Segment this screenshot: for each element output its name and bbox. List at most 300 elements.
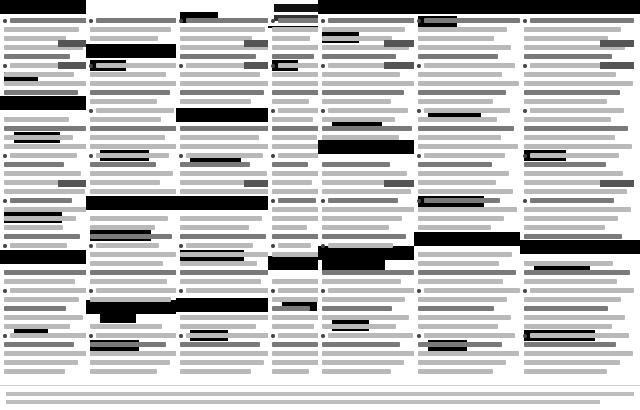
listing-text-line [524, 216, 618, 221]
listing-text-line [524, 117, 611, 122]
listing-text-line [90, 324, 162, 329]
bullet-icon [3, 19, 7, 23]
section-header-bar [0, 96, 98, 110]
listing-text-line [530, 333, 629, 338]
listing-text-line [418, 180, 496, 185]
listing-text-line [418, 54, 498, 59]
listing-text-line [4, 369, 65, 374]
listing-text-line [180, 54, 256, 59]
listing-text-line [524, 270, 630, 275]
listing-text-line [180, 324, 256, 329]
listing-text-line [180, 279, 261, 284]
listing-text-line [272, 180, 312, 185]
listing-text-line [96, 18, 184, 23]
listing-text-line [4, 270, 88, 275]
listing-text-line [524, 90, 620, 95]
listing-text-line [272, 36, 310, 41]
listing-text-line [322, 90, 404, 95]
bullet-icon [417, 154, 421, 158]
listing-text-line [180, 144, 276, 149]
listing-text-line [418, 45, 511, 50]
listing-text-line [4, 234, 80, 239]
listing-text-line [418, 144, 518, 149]
listing-text-line [180, 135, 259, 140]
listing-text-line [180, 99, 251, 104]
listing-text-line [4, 126, 86, 131]
listing-text-line [180, 342, 260, 347]
bullet-icon [523, 64, 527, 68]
bullet-icon [417, 289, 421, 293]
listing-text-line [272, 306, 310, 311]
listing-text-line [322, 135, 399, 140]
listing-text-line [322, 162, 390, 167]
listing-text-line [4, 225, 63, 230]
bullet-icon [417, 64, 421, 68]
listing-text-line [524, 27, 621, 32]
listing-text-line [180, 252, 270, 257]
listing-text-line [418, 117, 497, 122]
listing-text-line [524, 306, 608, 311]
listing-text-line [96, 243, 159, 248]
bullet-icon [3, 154, 7, 158]
bullet-icon [271, 199, 275, 203]
section-header-bar [0, 250, 98, 264]
bullet-icon [89, 289, 93, 293]
bullet-icon [417, 199, 421, 203]
listing-text-line [418, 189, 513, 194]
listing-text-line [180, 225, 249, 230]
listing-text-line [180, 162, 250, 167]
bullet-icon [321, 199, 325, 203]
listing-text-line [530, 108, 624, 113]
listing-text-line [322, 126, 412, 131]
listing-text-line [322, 72, 400, 77]
listing-text-line [418, 216, 504, 221]
listing-text-line [272, 117, 313, 122]
listing-text-line [524, 234, 622, 239]
listing-text-line [90, 225, 155, 230]
listing-text-line [278, 198, 316, 203]
listing-text-line [418, 225, 491, 230]
bullet-icon [417, 19, 421, 23]
listing-text-line [96, 108, 174, 113]
bullet-icon [89, 64, 93, 68]
listing-text-line [524, 369, 607, 374]
bullet-icon [179, 19, 183, 23]
listing-text-line [90, 180, 160, 185]
listing-text-line [4, 315, 83, 320]
bullet-icon [89, 154, 93, 158]
listing-text-line [4, 135, 73, 140]
bullet-icon [271, 289, 275, 293]
listing-text-line [4, 81, 91, 86]
listing-text-line [180, 216, 262, 221]
listing-text-line [418, 252, 512, 257]
listing-text-line [4, 171, 81, 176]
listing-text-line [4, 162, 64, 167]
listing-text-line [272, 135, 317, 140]
listing-text-line [418, 351, 519, 356]
listing-text-line [10, 153, 77, 158]
listing-text-line [90, 81, 183, 86]
price-text [600, 62, 634, 69]
bullet-icon [89, 334, 93, 338]
bullet-icon [321, 64, 325, 68]
listing-text-line [186, 18, 278, 23]
listing-text-line [272, 162, 308, 167]
listing-text-line [322, 279, 401, 284]
section-header-bar [414, 0, 526, 14]
listing-text-line [96, 63, 179, 68]
section-header-bar [86, 196, 190, 210]
listing-text-line [322, 360, 404, 365]
listing-text-line [272, 54, 314, 59]
bullet-icon [523, 109, 527, 113]
listing-text-line [322, 270, 414, 275]
listing-text-line [180, 369, 251, 374]
listing-text-line [322, 234, 406, 239]
listing-text-line [272, 324, 314, 329]
listing-text-line [322, 225, 389, 230]
listing-text-line [4, 297, 79, 302]
bullet-icon [417, 334, 421, 338]
listing-text-line [180, 234, 266, 239]
listing-text-line [530, 18, 634, 23]
bullet-icon [3, 244, 7, 248]
listing-text-line [424, 198, 500, 203]
listing-text-line [272, 279, 319, 284]
footer-text-line [6, 400, 600, 404]
listing-text-line [328, 18, 418, 23]
listing-panel [0, 0, 99, 386]
bullet-icon [179, 244, 183, 248]
listing-text-line [180, 171, 267, 176]
listing-text-line [4, 360, 78, 365]
listing-text-line [524, 189, 627, 194]
listing-text-line [328, 333, 413, 338]
listing-text-line [90, 72, 166, 77]
listing-text-line [90, 279, 167, 284]
bullet-icon [321, 19, 325, 23]
bullet-icon [271, 334, 275, 338]
listing-text-line [272, 216, 320, 221]
bullet-icon [321, 289, 325, 293]
listing-text-line [90, 270, 180, 275]
listing-text-line [4, 279, 75, 284]
listing-text-line [272, 360, 322, 365]
listing-text-line [278, 153, 321, 158]
listing-text-line [418, 162, 492, 167]
listing-text-line [4, 216, 76, 221]
listing-text-line [530, 288, 634, 293]
listing-text-line [524, 162, 606, 167]
listing-text-line [418, 342, 502, 347]
bullet-icon [321, 109, 325, 113]
listing-text-line [90, 162, 156, 167]
section-header-bar [520, 0, 640, 14]
listing-text-line [4, 306, 66, 311]
listing-text-line [322, 117, 395, 122]
listing-text-line [180, 90, 264, 95]
listing-text-line [524, 171, 623, 176]
listing-text-line [4, 72, 74, 77]
listing-text-line [90, 126, 178, 131]
listing-text-line [322, 81, 417, 86]
bullet-icon [3, 334, 7, 338]
listing-text-line [322, 27, 405, 32]
price-text [600, 40, 634, 47]
listing-text-line [4, 351, 91, 356]
listing-text-line [10, 243, 67, 248]
section-header-bar [318, 0, 424, 14]
listing-text-line [424, 18, 520, 23]
section-header-bar [318, 140, 424, 154]
listing-text-line [180, 81, 277, 86]
listing-text-line [524, 135, 615, 140]
listing-text-line [530, 198, 614, 203]
bullet-icon [523, 154, 527, 158]
listing-text-line [524, 324, 612, 329]
section-header-bar [520, 240, 640, 254]
bullet-icon [179, 64, 183, 68]
listing-text-line [10, 198, 72, 203]
listing-text-line [418, 36, 494, 41]
listing-text-line [424, 63, 515, 68]
footer-disclaimer [0, 385, 640, 410]
listing-text-line [328, 108, 408, 113]
listing-text-line [418, 261, 499, 266]
listing-text-line [4, 27, 79, 32]
listing-text-line [4, 189, 85, 194]
listing-text-line [524, 180, 610, 185]
listing-text-line [524, 351, 633, 356]
section-header-bar [86, 44, 190, 58]
listing-text-line [180, 360, 264, 365]
listing-text-line [90, 252, 176, 257]
listing-text-line [96, 153, 169, 158]
listing-text-line [90, 144, 182, 149]
listing-panel [414, 0, 527, 386]
listing-text-line [272, 234, 324, 239]
listing-text-line [524, 360, 620, 365]
listing-text-line [322, 36, 392, 41]
listing-text-line [272, 90, 322, 95]
listing-text-line [524, 54, 612, 59]
listing-text-line [180, 180, 254, 185]
bullet-icon [417, 109, 421, 113]
listing-text-line [322, 351, 417, 356]
listing-text-line [524, 207, 631, 212]
listing-text-line [4, 144, 90, 149]
listing-text-line [272, 342, 318, 347]
listing-text-line [524, 261, 613, 266]
price-text [384, 62, 418, 69]
listing-text-line [424, 108, 510, 113]
listing-text-line [4, 54, 70, 59]
listing-text-line [180, 36, 252, 41]
bullet-icon [89, 109, 93, 113]
listing-panel [520, 0, 640, 386]
listing-text-line [180, 261, 257, 266]
listing-text-line [322, 342, 400, 347]
listing-text-line [424, 333, 515, 338]
listing-text-line [322, 54, 396, 59]
listing-text-line [524, 36, 608, 41]
listing-text-line [10, 18, 92, 23]
listing-panel [318, 0, 425, 386]
listing-text-line [10, 288, 92, 293]
bullet-icon [89, 244, 93, 248]
listing-text-line [90, 36, 158, 41]
bullet-icon [179, 334, 183, 338]
section-header-bar [0, 0, 98, 14]
listing-text-line [180, 270, 274, 275]
listing-text-line [180, 189, 271, 194]
listing-text-line [524, 297, 621, 302]
listing-text-line [90, 135, 165, 140]
bullet-icon [321, 334, 325, 338]
listing-text-line [418, 135, 501, 140]
listing-text-line [186, 153, 263, 158]
listing-text-line [90, 360, 170, 365]
listing-text-line [524, 342, 616, 347]
listing-text-line [90, 351, 183, 356]
listing-text-line [180, 351, 277, 356]
bullet-icon [523, 334, 527, 338]
listing-text-line [4, 324, 70, 329]
listing-text-line [272, 297, 323, 302]
listing-text-line [322, 324, 396, 329]
listing-text-line [4, 342, 74, 347]
listing-text-line [4, 117, 69, 122]
listing-text-line [530, 153, 619, 158]
listing-text-line [524, 315, 625, 320]
bullet-icon [3, 199, 7, 203]
bullet-icon [271, 109, 275, 113]
listing-text-line [90, 99, 157, 104]
listing-text-line [90, 297, 171, 302]
listing-text-line [322, 216, 402, 221]
price-text [384, 40, 418, 47]
listing-text-line [418, 99, 493, 104]
listing-text-line [418, 270, 516, 275]
listing-text-line [90, 234, 172, 239]
bullet-icon [523, 19, 527, 23]
listing-text-line [424, 153, 505, 158]
listing-text-line [424, 288, 520, 293]
listing-text-line [418, 369, 493, 374]
listing-text-line [328, 288, 418, 293]
bullet-icon [89, 19, 93, 23]
price-text [384, 180, 418, 187]
listing-text-line [418, 90, 506, 95]
listing-text-line [186, 333, 273, 338]
listing-text-line [322, 99, 391, 104]
section-header-bar [318, 246, 424, 260]
listing-text-line [524, 144, 632, 149]
listing-text-line [418, 279, 503, 284]
listing-text-line [90, 216, 168, 221]
listing-text-line [524, 81, 633, 86]
listing-text-line [90, 342, 166, 347]
bullet-icon [179, 289, 183, 293]
listing-text-line [322, 171, 407, 176]
listing-text-line [524, 72, 616, 77]
listing-text-line [322, 297, 405, 302]
listing-text-line [322, 207, 415, 212]
listing-text-line [90, 369, 157, 374]
listing-text-line [418, 306, 494, 311]
listing-text-line [328, 243, 393, 248]
listing-text-line [96, 333, 179, 338]
listing-text-line [180, 27, 265, 32]
bullet-icon [271, 64, 275, 68]
listing-text-line [322, 369, 391, 374]
price-text [600, 180, 634, 187]
listing-text-line [322, 306, 392, 311]
listing-text-line [418, 297, 507, 302]
listing-text-line [4, 90, 78, 95]
listing-text-line [272, 72, 318, 77]
listing-text-line [322, 189, 411, 194]
listing-text-line [90, 261, 163, 266]
listing-text-line [90, 171, 173, 176]
listing-text-line [524, 225, 605, 230]
listing-text-line [418, 72, 502, 77]
listing-text-line [418, 315, 511, 320]
listing-text-line [90, 90, 170, 95]
listing-text-line [180, 315, 269, 320]
listing-text-line [272, 27, 323, 32]
listing-text-line [4, 207, 89, 212]
listing-text-line [418, 207, 517, 212]
listing-text-line [524, 99, 607, 104]
listing-text-line [90, 27, 171, 32]
listing-text-line [418, 360, 506, 365]
listing-text-line [10, 333, 87, 338]
listing-text-line [524, 126, 628, 131]
bullet-icon [321, 244, 325, 248]
listing-text-line [180, 126, 272, 131]
listing-text-line [272, 369, 309, 374]
footer-text-line [6, 392, 634, 396]
listing-text-line [186, 288, 278, 293]
listing-text-line [186, 243, 253, 248]
bullet-icon [271, 244, 275, 248]
bullet-icon [271, 19, 275, 23]
listing-text-line [90, 189, 177, 194]
listing-text-line [278, 243, 311, 248]
bullet-icon [523, 289, 527, 293]
label-chip [100, 312, 136, 323]
section-header-bar [414, 232, 526, 246]
listing-text-line [418, 324, 498, 329]
bullet-icon [3, 289, 7, 293]
bullet-icon [179, 154, 183, 158]
listing-text-line [272, 99, 309, 104]
bullet-icon [3, 64, 7, 68]
listing-text-line [272, 225, 307, 230]
listing-text-line [418, 27, 507, 32]
listing-text-line [418, 81, 519, 86]
listing-text-line [180, 72, 260, 77]
listing-text-line [96, 288, 184, 293]
listing-text-line [418, 171, 509, 176]
listing-text-line [418, 126, 514, 131]
listing-text-line [90, 117, 161, 122]
bullet-icon [271, 154, 275, 158]
bullet-icon [523, 199, 527, 203]
